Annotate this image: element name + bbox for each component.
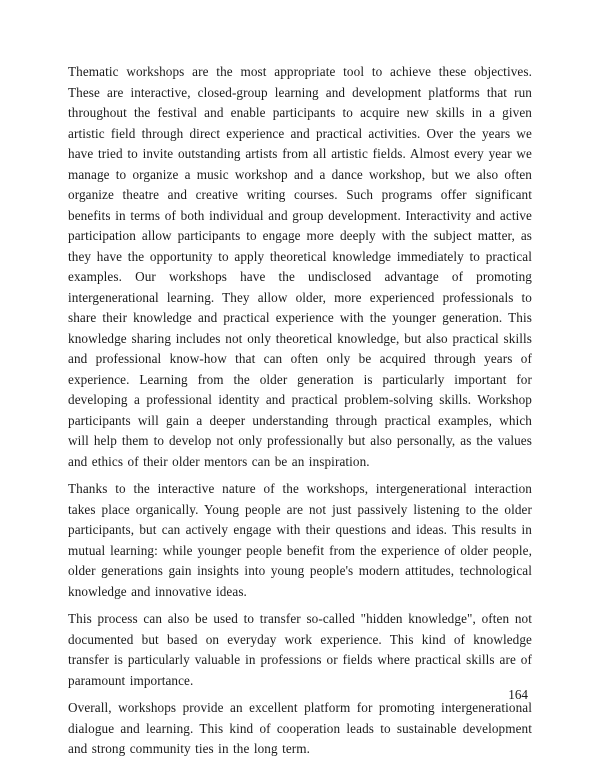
paragraph-workshops-intro: Thematic workshops are the most appropriate tool to achieve these objectives. These are interactive, closed-group learning and development platforms that run throughout the festival and enable participants to acquire new skills in a given artistic field through direct experience and practical activities. Over the years we have tried to invite outstanding artists from all artistic fields. Almost every year we manage to organize a music workshop and a dance workshop, but we also often organize theatre and creative writing courses. Such programs offer significant benefits in terms of both individual and group development. Interactivity and active participation allow participants to engage more deeply with the subject matter, as they have the opportunity to apply theoretical knowledge immediately to practical examples. Our workshops have the undisclosed advantage of promoting intergenerational learning. They allow older, more experienced professionals to share their knowledge and practical experience with the younger generation. This knowledge sharing includes not only theoretical knowledge, but also practical skills and professional know-how that can often only be acquired through years of experience. Learning from the older generation is particularly important for developing a professional identity and practical problem-solving skills. Workshop participants will gain a deeper understanding through practical examples, which will help them to develop not only professionally but also personally, as the values and ethics of their older mentors can be an inspiration. <box>68 64 532 469</box>
paragraph-hidden-knowledge: This process can also be used to transfer so-called "hidden knowledge", often not documented but based on everyday work experience. This kind of knowledge transfer is particularly valuable in professions or fields where practical skills are of paramount importance. <box>68 611 532 688</box>
paragraph-intergenerational-interaction: Thanks to the interactive nature of the workshops, intergenerational interaction takes place organically. Young people are not just passively listening to the older participants, but can actively engage with their questions and ideas. This results in mutual learning: while younger people benefit from the experience of older people, older generations gain insights into young people's modern attitudes, technological knowledge and innovative ideas. <box>68 481 532 599</box>
page-number: 164 <box>508 687 528 702</box>
document-body <box>68 62 532 767</box>
paragraph-conclusion: Overall, workshops provide an excellent platform for promoting intergenerational dialogue and learning. This kind of cooperation leads to sustainable development and strong community ties in the long term. <box>68 700 532 756</box>
page-footer <box>68 686 532 704</box>
